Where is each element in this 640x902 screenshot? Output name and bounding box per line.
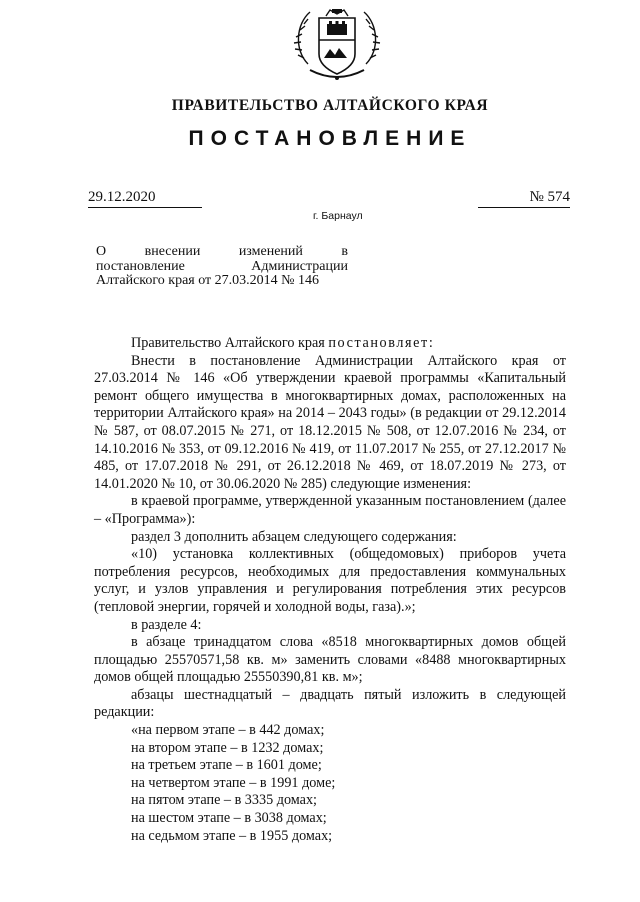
intro-verb: постановляет	[328, 335, 429, 351]
intro-text: Правительство Алтайского края	[131, 335, 329, 351]
subject-line: постановление Администрации	[96, 258, 348, 274]
body-paragraph: в абзаце тринадцатом слова «8518 многоквартирных домов общей площадью 25570571,58 кв. м» заменить словами «8488 многоквартирных домов общей площадью 25550390,81 кв. м»;	[94, 634, 566, 686]
resolution-intro	[94, 335, 566, 353]
body-paragraph: раздел 3 дополнить абзацем следующего содержания:	[131, 528, 457, 545]
subject-line: Алтайского края от 27.03.2014 № 146	[96, 273, 320, 288]
document-date: 29.12.2020	[88, 189, 202, 208]
organization-title: ПРАВИТЕЛЬСТВО АЛТАЙСКОГО КРАЯ	[171, 97, 489, 114]
stage-item: «на первом этапе – в 442 домах;	[131, 722, 325, 739]
document-type-title: ПОСТАНОВЛЕНИЕ	[188, 127, 472, 150]
document-number: № 574	[478, 189, 570, 208]
document-city: г. Барнаул	[313, 210, 363, 222]
body-paragraph: «10) установка коллективных (общедомовых) приборов учета потребления ресурсов, необходимых для предоставления коммунальных услуг, и узлов управления и регулирования потребления этих ресурсов (тепловой энергии, горячей и холодной воды, газа).»;	[94, 546, 566, 615]
document-body	[94, 335, 566, 845]
stage-item: на четвертом этапе – в 1991 доме;	[131, 774, 336, 791]
intro-colon: :	[428, 335, 433, 351]
document-subject	[96, 245, 348, 289]
body-paragraph: абзацы шестнадцатый – двадцать пятый изложить в следующей редакции:	[94, 686, 566, 721]
body-paragraph: в краевой программе, утвержденной указанным постановлением (далее – «Программа»):	[94, 493, 566, 527]
stage-item: на шестом этапе – в 3038 домах;	[131, 810, 327, 827]
stage-item: на седьмом этапе – в 1955 домах;	[131, 827, 333, 844]
stage-item: на третьем этапе – в 1601 доме;	[131, 757, 322, 774]
body-paragraph: в разделе 4:	[131, 616, 202, 633]
coat-of-arms-emblem	[290, 2, 384, 88]
stage-item: на пятом этапе – в 3335 домах;	[131, 792, 317, 809]
stage-item: на втором этапе – в 1232 домах;	[131, 739, 324, 756]
body-paragraph: Внести в постановление Администрации Алтайского края от 27.03.2014 № 146 «Об утверждении краевой программы «Капитальный ремонт общего имущества в многоквартирных домах, расположенных на территории Алтайского края» на 2014 – 2043 годы» (в редакции от 29.12.2014 № 587, от 08.07.2015 № 271, от 18.12.2015 № 508, от 12.07.2016 № 234, от 14.10.2016 № 353, от 09.12.2016 № 419, от 11.07.2017 № 255, от 27.12.2017 № 485, от 17.07.2018 № 291, от 26.12.2018 № 469, от 18.07.2019 № 273, от 14.01.2020 № 10, от 30.06.2020 № 285) следующие изменения:	[94, 352, 566, 492]
stage-list	[94, 722, 566, 845]
subject-line: О внесении изменений в	[96, 244, 348, 259]
